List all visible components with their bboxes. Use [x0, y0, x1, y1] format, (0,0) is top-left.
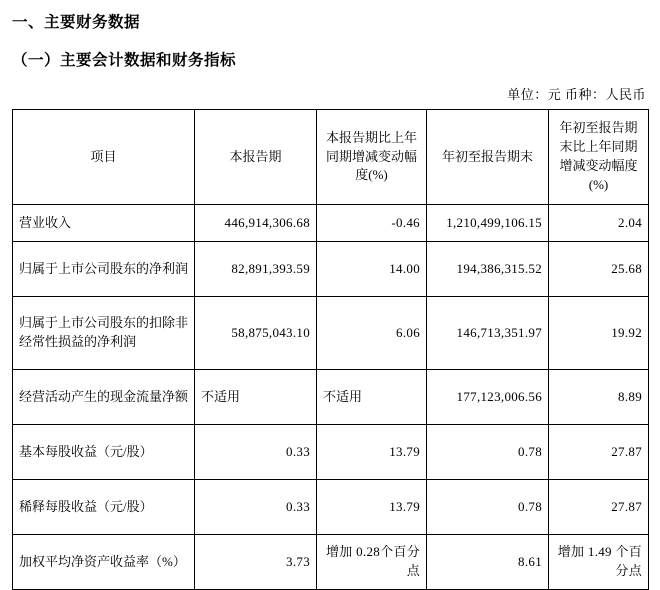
row-current-change: 13.79 [317, 425, 427, 480]
row-ytd: 194,386,315.52 [427, 242, 549, 297]
subsection-heading: （一）主要会计数据和财务指标 [12, 52, 237, 69]
header-ytd: 年初至报告期末 [427, 110, 549, 205]
row-ytd-change: 19.92 [549, 297, 649, 370]
table-row [13, 370, 649, 425]
row-current-change: 增加 0.28个百分点 [317, 535, 427, 590]
table-body [13, 205, 649, 590]
row-ytd: 146,713,351.97 [427, 297, 549, 370]
row-current-period: 446,914,306.68 [195, 205, 317, 242]
row-ytd-change: 27.87 [549, 480, 649, 535]
row-current-change: -0.46 [317, 205, 427, 242]
row-ytd-change: 增加 1.49 个百分点 [549, 535, 649, 590]
row-ytd-change: 8.89 [549, 370, 649, 425]
document-page [0, 10, 660, 578]
row-ytd: 0.78 [427, 425, 549, 480]
table-row [13, 425, 649, 480]
row-current-period: 0.33 [195, 480, 317, 535]
table-row [13, 535, 649, 590]
row-item-label: 经营活动产生的现金流量净额 [13, 370, 195, 425]
row-item-label: 稀释每股收益（元/股） [13, 480, 195, 535]
table-row [13, 480, 649, 535]
row-current-period: 不适用 [195, 370, 317, 425]
row-item-label: 加权平均净资产收益率（%） [13, 535, 195, 590]
header-ytd-change: 年初至报告期末比上年同期增减变动幅度(%) [549, 110, 649, 205]
row-current-period: 3.73 [195, 535, 317, 590]
row-current-change: 13.79 [317, 480, 427, 535]
table-row [13, 242, 649, 297]
table-row [13, 205, 649, 242]
row-item-label: 基本每股收益（元/股） [13, 425, 195, 480]
table-header [13, 110, 649, 205]
financial-data-table [12, 109, 649, 590]
table-row [13, 297, 649, 370]
row-current-period: 82,891,393.59 [195, 242, 317, 297]
row-current-change: 不适用 [317, 370, 427, 425]
row-current-period: 58,875,043.10 [195, 297, 317, 370]
row-item-label: 营业收入 [13, 205, 195, 242]
row-ytd: 8.61 [427, 535, 549, 590]
row-ytd: 177,123,006.56 [427, 370, 549, 425]
row-ytd-change: 25.68 [549, 242, 649, 297]
row-item-label: 归属于上市公司股东的净利润 [13, 242, 195, 297]
row-current-period: 0.33 [195, 425, 317, 480]
row-current-change: 14.00 [317, 242, 427, 297]
row-ytd-change: 27.87 [549, 425, 649, 480]
header-item: 项目 [13, 110, 195, 205]
row-ytd-change: 2.04 [549, 205, 649, 242]
row-ytd: 0.78 [427, 480, 549, 535]
unit-note: 单位：元 币种：人民币 [507, 87, 646, 102]
row-item-label: 归属于上市公司股东的扣除非经常性损益的净利润 [13, 297, 195, 370]
section-heading: 一、主要财务数据 [12, 14, 141, 31]
header-current-period: 本报告期 [195, 110, 317, 205]
table-header-row [13, 110, 649, 205]
row-ytd: 1,210,499,106.15 [427, 205, 549, 242]
row-current-change: 6.06 [317, 297, 427, 370]
header-current-change: 本报告期比上年同期增减变动幅度(%) [317, 110, 427, 205]
